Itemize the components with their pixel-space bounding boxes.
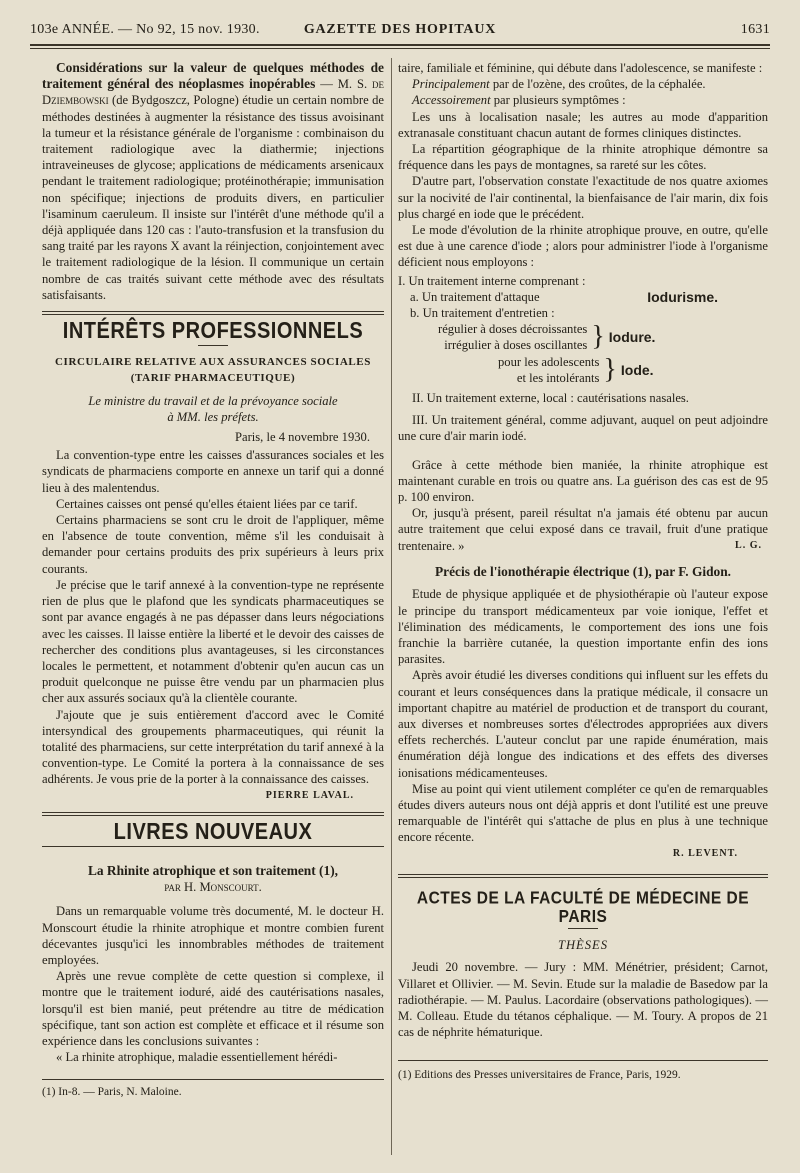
- section-title-interets: INTÉRÊTS PROFESSIONNELS: [62, 318, 364, 344]
- right-column: [398, 60, 768, 1084]
- short-rule: [568, 928, 598, 929]
- continued-text: par de l'ozène, des croûtes, de la céphalée.: [492, 77, 706, 92]
- continued-paragraph: taire, familiale et féminine, qui débute dans l'adolescence, se manifeste :: [398, 61, 763, 75]
- column-divider: [391, 58, 392, 1155]
- continued-paragraph: Or, jusqu'à présent, pareil résultat n'a jamais été obtenu par aucun autre traitement que celui exposé dans ce travail, fruit d'une pratique trentenaire. »: [398, 506, 768, 553]
- circular-paragraph: Je précise que le tarif annexé à la convention-type ne représente rien de plus que le plafond que les syndicats pharmaceutiques se sont par avance engagés à ne pas dépasser dans leurs négociations avec les caisses. Il laisse entière la liberté et le devoir des caisses de rechercher des conditions plus avantageuses, si les circonstances locales le permettent, et notamment d'obtenir qu'en aucun cas un produit quelconque ne puisse être vendu par un pharmacien plus cher aux assurés sociaux qu'à la clientèle courante.: [42, 577, 384, 706]
- precis-paragraph: Etude de physique appliquée et de physiothérapie où l'auteur expose le principe du transport médicamenteux par voie ionique, l'effet et l'élimination des médicaments, le comportement des ions une fois franchie la barrière cutanée, la question importante enfin des ions parasites.: [398, 587, 768, 667]
- page-number: 1631: [740, 22, 770, 37]
- circular-recipients: à MM. les préfets.: [167, 409, 259, 424]
- page-header: [30, 18, 770, 42]
- left-footnote: (1) In-8. — Paris, N. Maloine.: [42, 1086, 182, 1099]
- left-column: [42, 60, 384, 1101]
- treatment-1a-row: [398, 289, 768, 305]
- rule: [42, 846, 384, 847]
- treatment-2: II. Un traitement externe, local : cautérisations nasales.: [412, 391, 689, 406]
- header-rule-thin: [30, 48, 770, 49]
- journal-title: GAZETTE DES HOPITAUX: [303, 22, 497, 37]
- precis-title: Précis de l'ionothérapie électrique (1), par F. Gidon.: [434, 564, 732, 580]
- section-rule: [42, 311, 384, 315]
- circular-subtitle: (TARIF PHARMACEUTIQUE): [130, 372, 296, 385]
- treatment-1b-line: irrégulier à doses oscillantes: [444, 338, 588, 353]
- section-rule: [398, 874, 768, 878]
- circular-minister: Le ministre du travail et de la prévoyance sociale: [88, 393, 338, 408]
- precis-paragraph: Après avoir étudié les diverses conditions qui influent sur les effets du courant et leurs conséquences dans la pratique médicale, il consacre un important chapitre au matériel de production et de transport du courant, aux diverses et nombreuses sortes d'électrodes appropriées aux divers effets recherchés. L'auteur conclut par une rapide énumération, mais énumération déjà longue des indications et des effets des diverses ionisations médicamenteuses.: [398, 668, 768, 780]
- theses-paragraph: Jeudi 20 novembre. — Jury : MM. Ménétrier, président; Carnot, Villaret et Ollivier. — M. Sevin. Etude sur la maladie de Basedow par la radiothérapie. — M. Paulus. Lacordaire (observations pathologiques). — M. Colleau. Etude du tétanos céphalique. — M. Toury. A propos de 21 cas de néphrite hématurique.: [398, 960, 768, 1040]
- treatment-1a: a. Un traitement d'attaque: [410, 289, 540, 304]
- intro-article: [42, 60, 384, 303]
- treatment-1c-line: pour les adolescents: [498, 354, 600, 369]
- precis-signature: R. LEVENT.: [672, 847, 738, 859]
- continued-paragraph: Grâce à cette méthode bien maniée, la rhinite atrophique est maintenant curable en trois ou quatre ans. La guérison des cas est de 95 p. 100 environ.: [398, 457, 768, 505]
- header-rule: [30, 44, 770, 46]
- circular-signature: PIERRE LAVAL.: [265, 789, 354, 801]
- brace: }: [603, 353, 617, 385]
- treatment-1b: b. Un traitement d'entretien :: [410, 306, 555, 321]
- theses-heading: THÈSES: [557, 938, 609, 953]
- book-paragraph: Dans un remarquable volume très documenté, M. le docteur H. Monscourt étudie la rhinite atrophique et montre combien furent décevantes jusqu'ici les innombrables méthodes de traitement employées.: [42, 904, 384, 967]
- treatment-1c-block: [498, 354, 768, 386]
- circular-paragraph: Certains pharmaciens se sont cru le droit de l'appliquer, même en l'absence de toute convention, même s'il les conduisait à demander pour certains produits des prix supérieurs à leurs prix courants.: [42, 513, 384, 576]
- brace: }: [591, 321, 605, 353]
- circular-title: CIRCULAIRE RELATIVE AUX ASSURANCES SOCIALES: [55, 356, 371, 369]
- book-paragraph: Après une revue complète de cette question si complexe, il montre que le traitement ioduré, aidé des cautérisations nasales, lorsqu'il est bien manié, peut prétendre au titre de médication spécifique, tant son action est complète et efficace et il résume son expérience dans les conclusions suivantes :: [42, 969, 384, 1048]
- short-rule: [198, 345, 228, 346]
- continued-paragraph: D'autre part, l'observation constate l'exactitude de nos quatre axiomes sur la nocivité de l'air continental, la bienfaisance de l'air marin, dix fois plus chargé en iode que le précédent.: [398, 174, 768, 221]
- emphasis: Accessoirement: [412, 93, 491, 108]
- treatment-1a-value: Iodurisme.: [647, 288, 718, 305]
- section-rule: [42, 812, 384, 816]
- continued-paragraph: Les uns à localisation nasale; les autres au mode d'apparition extranasale constituant chacun autant de formes cliniques distinctes.: [398, 109, 768, 140]
- continued-paragraph: La répartition géographique de la rhinite atrophique démontre sa fréquence dans les pays de montagnes, sa rareté sur les côtes.: [398, 142, 768, 173]
- treatment-1c-value: Iode.: [620, 361, 654, 378]
- book-paragraph: « La rhinite atrophique, maladie essentiellement hérédi-: [56, 1050, 338, 1065]
- section-title-actes: ACTES DE LA FACULTÉ DE MÉDECINE DE PARIS: [416, 888, 750, 927]
- circular-paragraph: J'ajoute que je suis entièrement d'accord avec le Comité intersyndical des groupements pharmaceutiques, qui réunit la totalité des pharmaciens, sur cette interprétation du tarif annexé à la convention-type. Le Comité la portera à la connaissance de ses adhérents. Je vous prie de la porter à la connaissance des caisses.: [42, 707, 384, 787]
- precis-paragraph: Mise au point qui vient utilement compléter ce qu'en de remarquables études divers auteurs nous ont déjà appris et dont l'utilité est une preuve remarquable de l'intérêt qui s'attache de plus en plus à une technique encore récente.: [398, 781, 768, 845]
- intro-author: — M. S. de Dziembowski: [42, 77, 384, 108]
- book-author: par H. Monscourt.: [164, 880, 262, 895]
- continued-paragraph: Le mode d'évolution de la rhinite atrophique prouve, en outre, qu'elle est due à une carence d'iode ; alors pour administrer l'iode à l'organisme déficient nous employons :: [398, 223, 768, 270]
- intro-body: (de Bydgoszcz, Pologne) étudie un certain nombre de méthodes destinées à augmenter la résistance des tissus avoisinant la tumeur et la résistance générale de l'organisme : combinaison du traitement radiologique avec la diathermie; injections intraveineuses de glycose; applications de médicaments arsenicaux pendant le traitement radiologique; protéinothérapie; immunisation non spécifique; injections de produits divers, en particulier l'isaminum caeruleum. Il insiste sur l'intérêt d'une méthode qu'il a déjà appliquée dans 120 cas : l'auto-transfusion et la transfusion du sang traité par les rayons X avant la réinjection, conjointement avec le traitement radiologique de la lésion. Il communique un certain nombre de cas traités suivant cette méthode avec des résultats satisfaisants.: [42, 93, 384, 302]
- section-title-livres: LIVRES NOUVEAUX: [113, 819, 313, 845]
- emphasis: Principalement: [412, 77, 490, 92]
- footnote-rule: [42, 1079, 384, 1080]
- issue-info: 103e ANNÉE. — No 92, 15 nov. 1930.: [30, 22, 260, 37]
- treatment-1: I. Un traitement interne comprenant :: [398, 273, 586, 288]
- intro-title: Considérations sur la valeur de quelques méthodes de traitement général des néoplasmes inopérables: [42, 60, 384, 92]
- treatment-1c-line: et les intolérants: [516, 370, 600, 385]
- treatment-1b-line: régulier à doses décroissantes: [438, 322, 588, 337]
- right-footnote: (1) Editions des Presses universitaires de France, Paris, 1929.: [398, 1069, 681, 1082]
- continued-text: par plusieurs symptômes :: [493, 93, 626, 108]
- book-title: La Rhinite atrophique et son traitement (1),: [87, 862, 339, 878]
- review-signature: L. G.: [735, 539, 762, 551]
- treatment-1b-block: [438, 321, 768, 353]
- footnote-rule: [398, 1060, 768, 1061]
- circular-date: Paris, le 4 novembre 1930.: [234, 430, 370, 445]
- circular-paragraph: Certaines caisses ont pensé qu'elles étaient liées par ce tarif.: [56, 496, 358, 511]
- treatment-3: III. Un traitement général, comme adjuvant, auquel on peut adjoindre une cure d'air marin iodé.: [398, 413, 768, 444]
- treatment-1b-value: Iodure.: [608, 329, 656, 346]
- circular-paragraph: La convention-type entre les caisses d'assurances sociales et les syndicats de pharmaciens comporte en annexe un tarif qui a donné lieu à des malentendus.: [42, 448, 384, 495]
